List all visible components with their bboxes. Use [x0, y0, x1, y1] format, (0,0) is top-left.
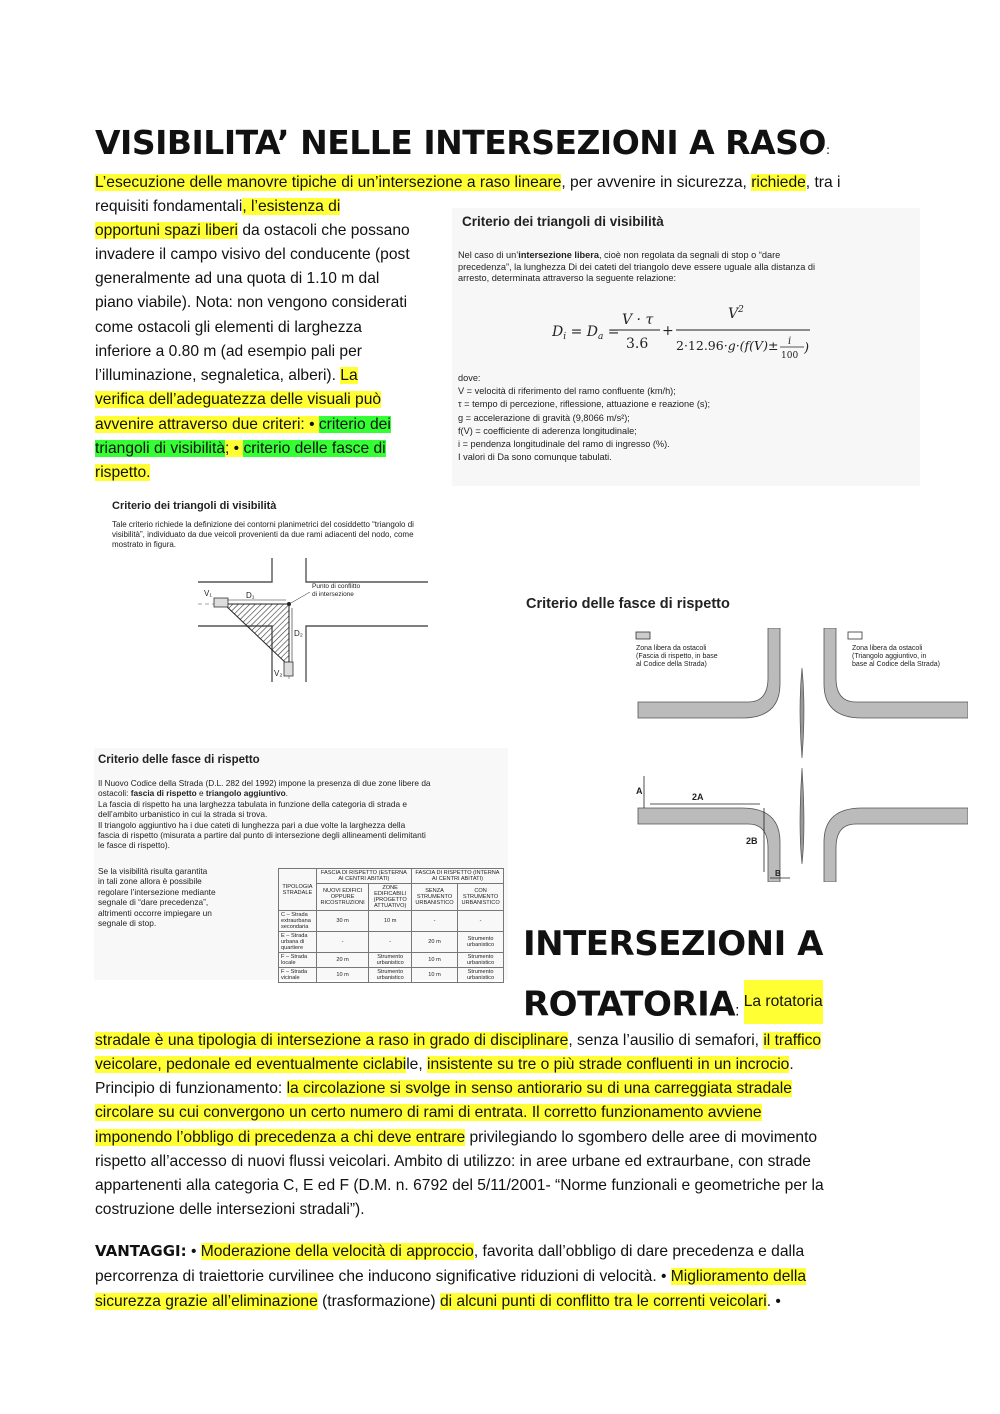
fasce-rispetto-table [278, 868, 504, 983]
table-header: NUOVI EDIFICI OPPURE RICOSTRUZIONI [316, 884, 369, 911]
table-header: TIPOLOGIA STRADALE [279, 869, 317, 911]
table-header: ZONE EDIFICABILI (PROGETTO ATTUATIVO) [369, 884, 412, 911]
svg-text:D₂: D₂ [294, 629, 303, 638]
paragraph-line: opportuni spazi liberi da ostacoli che possano [95, 222, 410, 239]
formula-legend: dove: V = velocità di riferimento del ramo confluente (km/h); τ = tempo di percezione, riflessione, attuazione e reazione (s); g = accelerazione di gravità (9,8066 m/s²); f(V) = coefficiente di aderenza longitudinale; i = pendenza longitudinale del ramo di ingresso (%). I valori di Da sono comunque tabulati. [458, 373, 711, 463]
figure-fasce-diagram [522, 590, 968, 882]
svg-text:V · τ: V · τ [622, 312, 654, 328]
svg-text:V₁: V₁ [204, 589, 213, 598]
table-header: CON STRUMENTO URBANISTICO [458, 884, 504, 911]
figure-triangoli-formula [452, 208, 920, 486]
paragraph-line: verifica dell’adeguatezza delle visuali può [95, 391, 382, 408]
paragraph-line: VANTAGGI: • Moderazione della velocità di approccio, favorita dall’obbligo di dare precedenza e dalla [95, 1242, 805, 1260]
visibility-triangle-diagram [188, 558, 428, 682]
svg-text:Punto di conflitto: Punto di conflitto [312, 583, 361, 590]
figure-triangoli-diagram [108, 494, 482, 684]
figure-paragraph: Nel caso di un’intersezione libera, cioè non regolata da segnali di stop o “dare precedenza”, la lunghezza Di dei cateti del triangolo deve essere uguale alla distanza di arresto, determinata attraverso la seguente relazione: [458, 250, 816, 284]
svg-text:i: i [788, 336, 792, 347]
svg-text:Di = Da =: $D_i = D_a$ = [552, 324, 620, 342]
table-row: E – Strada urbana di quartiere - - 20 m Strumento urbanistico [279, 932, 504, 953]
table-header: FASCIA DI RISPETTO (ESTERNA AI CENTRI ABITATI) [316, 869, 411, 884]
svg-text:di intersezione: di intersezione [312, 591, 354, 598]
table-header: SENZA STRUMENTO URBANISTICO [411, 884, 457, 911]
paragraph-line: triangoli di visibilità; • criterio delle fasce di [95, 440, 386, 457]
svg-text:Zona libera da ostacoli: Zona libera da ostacoli [636, 645, 707, 652]
paragraph-line: invadere il campo visivo del conducente (post [95, 246, 410, 263]
svg-text:B: B [775, 869, 781, 878]
figure-title: Criterio dei triangoli di visibilità [462, 214, 664, 229]
figure-paragraph: Il Nuovo Codice della Strada (D.L. 282 del 1992) impone la presenza di due zone libere da ostacoli: fascia di rispetto e triangolo aggiuntivo. La fascia di rispetto ha una larghezza tabulata in funzione della categoria di strada e dell’ambito urbanistico in cui la strada si trova. Il triangolo aggiuntivo ha i due cateti di lunghezza pari a due volte la larghezza della fascia di rispetto (misurata a partire dal punto di intersezione degli allineamenti delimitanti le fasce di rispetto). [98, 778, 431, 851]
svg-text:D₁: D₁ [246, 591, 255, 600]
paragraph-line: circolare su cui convergono un certo numero di rami di entrata. Il corretto funzionamento avviene [95, 1104, 762, 1121]
svg-text:V₂: V₂ [274, 669, 283, 678]
svg-text:2B: 2B [746, 836, 758, 846]
paragraph-line: imponendo l’obbligo di precedenza a chi deve entrare privilegiando lo sgombero delle aree di movimento [95, 1129, 818, 1146]
svg-text:al Codice della Strada): al Codice della Strada) [636, 661, 707, 668]
paragraph-line: rispetto. [95, 464, 151, 481]
svg-text:Zona libera da ostacoli: Zona libera da ostacoli [852, 645, 923, 652]
svg-text:2A: 2A [692, 792, 704, 802]
section-title-rotatoria-line1: INTERSEZIONI A [523, 924, 823, 964]
paragraph-line: l’illuminazione, segnaletica, alberi). La [95, 367, 358, 384]
table-row: C – Strada extraurbana secondaria 30 m 10 m - - [279, 911, 504, 932]
formula-stopping-distance [552, 304, 812, 364]
figure-paragraph: Tale criterio richiede la definizione dei contorni planimetrici del cosiddetto “triangolo di visibilità”, individuato da due veicoli provenienti da due rami adiacenti del nodo, come mostrato in figura. [112, 520, 414, 549]
svg-text:): ) [804, 341, 810, 356]
paragraph-line: piano viabile). Nota: non vengono considerati [95, 294, 408, 311]
paragraph-line: generalmente ad una quota di 1.10 m dal [95, 270, 380, 287]
svg-text:100: 100 [781, 351, 799, 361]
paragraph-line: stradale è una tipologia di intersezione a raso in grado di disciplinare, senza l’ausilio di semafori, il traffico [95, 1032, 822, 1049]
table-row: F – Strada vicinale 10 m Strumento urbanistico 10 m Strumento urbanistico [279, 968, 504, 983]
svg-text:2·12.96·g·(f(V)±: 2·12.96·g·(f(V)± [676, 338, 779, 353]
figure-fasce-text [94, 748, 508, 980]
paragraph-line: percorrenza di traiettorie curvilinee che inducono significative riduzioni di velocità. • Miglioramento della [95, 1268, 807, 1285]
svg-text:A: A [636, 786, 643, 796]
paragraph-line: sicurezza grazie all’eliminazione (trasformazione) di alcuni punti di conflitto tra le correnti veicolari. • [95, 1293, 781, 1310]
svg-text:+: + [662, 323, 674, 339]
paragraph-line: inferiore a 0.80 m (ad esempio pali per [95, 343, 362, 360]
figure-title: Criterio delle fasce di rispetto [98, 754, 260, 766]
paragraph-line: come ostacoli gli elementi di larghezza [95, 319, 362, 336]
title-colon: : [825, 143, 830, 157]
paragraph-line: costruzione delle intersezioni stradali”). [95, 1201, 365, 1218]
svg-text:3.6: 3.6 [626, 336, 649, 352]
table-header: FASCIA DI RISPETTO (INTERNA AI CENTRI ABITATI) [411, 869, 503, 884]
title-text: VISIBILITA’ NELLE INTERSEZIONI A RASO [95, 123, 826, 162]
figure-side-note: Se la visibilità risulta garantita in tali zone allora è possibile regolare l’intersezione mediante segnale di “dare precedenza”, altrimenti occorre impiegare un segnale di stop. [98, 866, 216, 929]
svg-text:(Triangolo aggiuntivo, in: (Triangolo aggiuntivo, in [852, 653, 927, 660]
paragraph-line: Principio di funzionamento: la circolazione si svolge in senso antiorario su di una carreggiata stradale [95, 1080, 792, 1097]
paragraph-line: veicolare, pedonale ed eventualmente ciclabile, insistente su tre o più strade confluenti in un incrocio. [95, 1056, 794, 1073]
paragraph-line: appartenenti alla categoria C, E ed F (D.M. n. 6792 del 5/11/2001- “Norme funzionali e geometriche per la [95, 1177, 824, 1194]
paragraph-line: requisiti fondamentali, l’esistenza di [95, 198, 341, 215]
vantaggi-label: VANTAGGI: [95, 1242, 187, 1260]
paragraph-line: avvenire attraverso due criteri: • criterio dei [95, 416, 391, 433]
svg-text:base al Codice della Strada): base al Codice della Strada) [852, 661, 940, 668]
table-row: F – Strada locale 20 m Strumento urbanistico 10 m Strumento urbanistico [279, 953, 504, 968]
paragraph-line: rispetto all’accesso di nuovi flussi veicolari. Ambito di utilizzo: in aree urbane ed extraurbane, con strade [95, 1153, 811, 1170]
figure-title: Criterio delle fasce di rispetto [526, 596, 730, 612]
section-title-visibilita [95, 124, 830, 169]
section-title-rotatoria-line2: ROTATORIA: La rotatoria [523, 980, 823, 1024]
svg-text:(Fascia di rispetto, in base: (Fascia di rispetto, in base [636, 653, 718, 660]
svg-text:V2: $V^2$ [728, 305, 744, 322]
fasce-rispetto-diagram [630, 628, 968, 882]
figure-title: Criterio dei triangoli di visibilità [112, 500, 277, 512]
paragraph-line: L’esecuzione delle manovre tipiche di un’intersezione a raso lineare, per avvenire in sicurezza, richiede, tra i [95, 174, 841, 191]
